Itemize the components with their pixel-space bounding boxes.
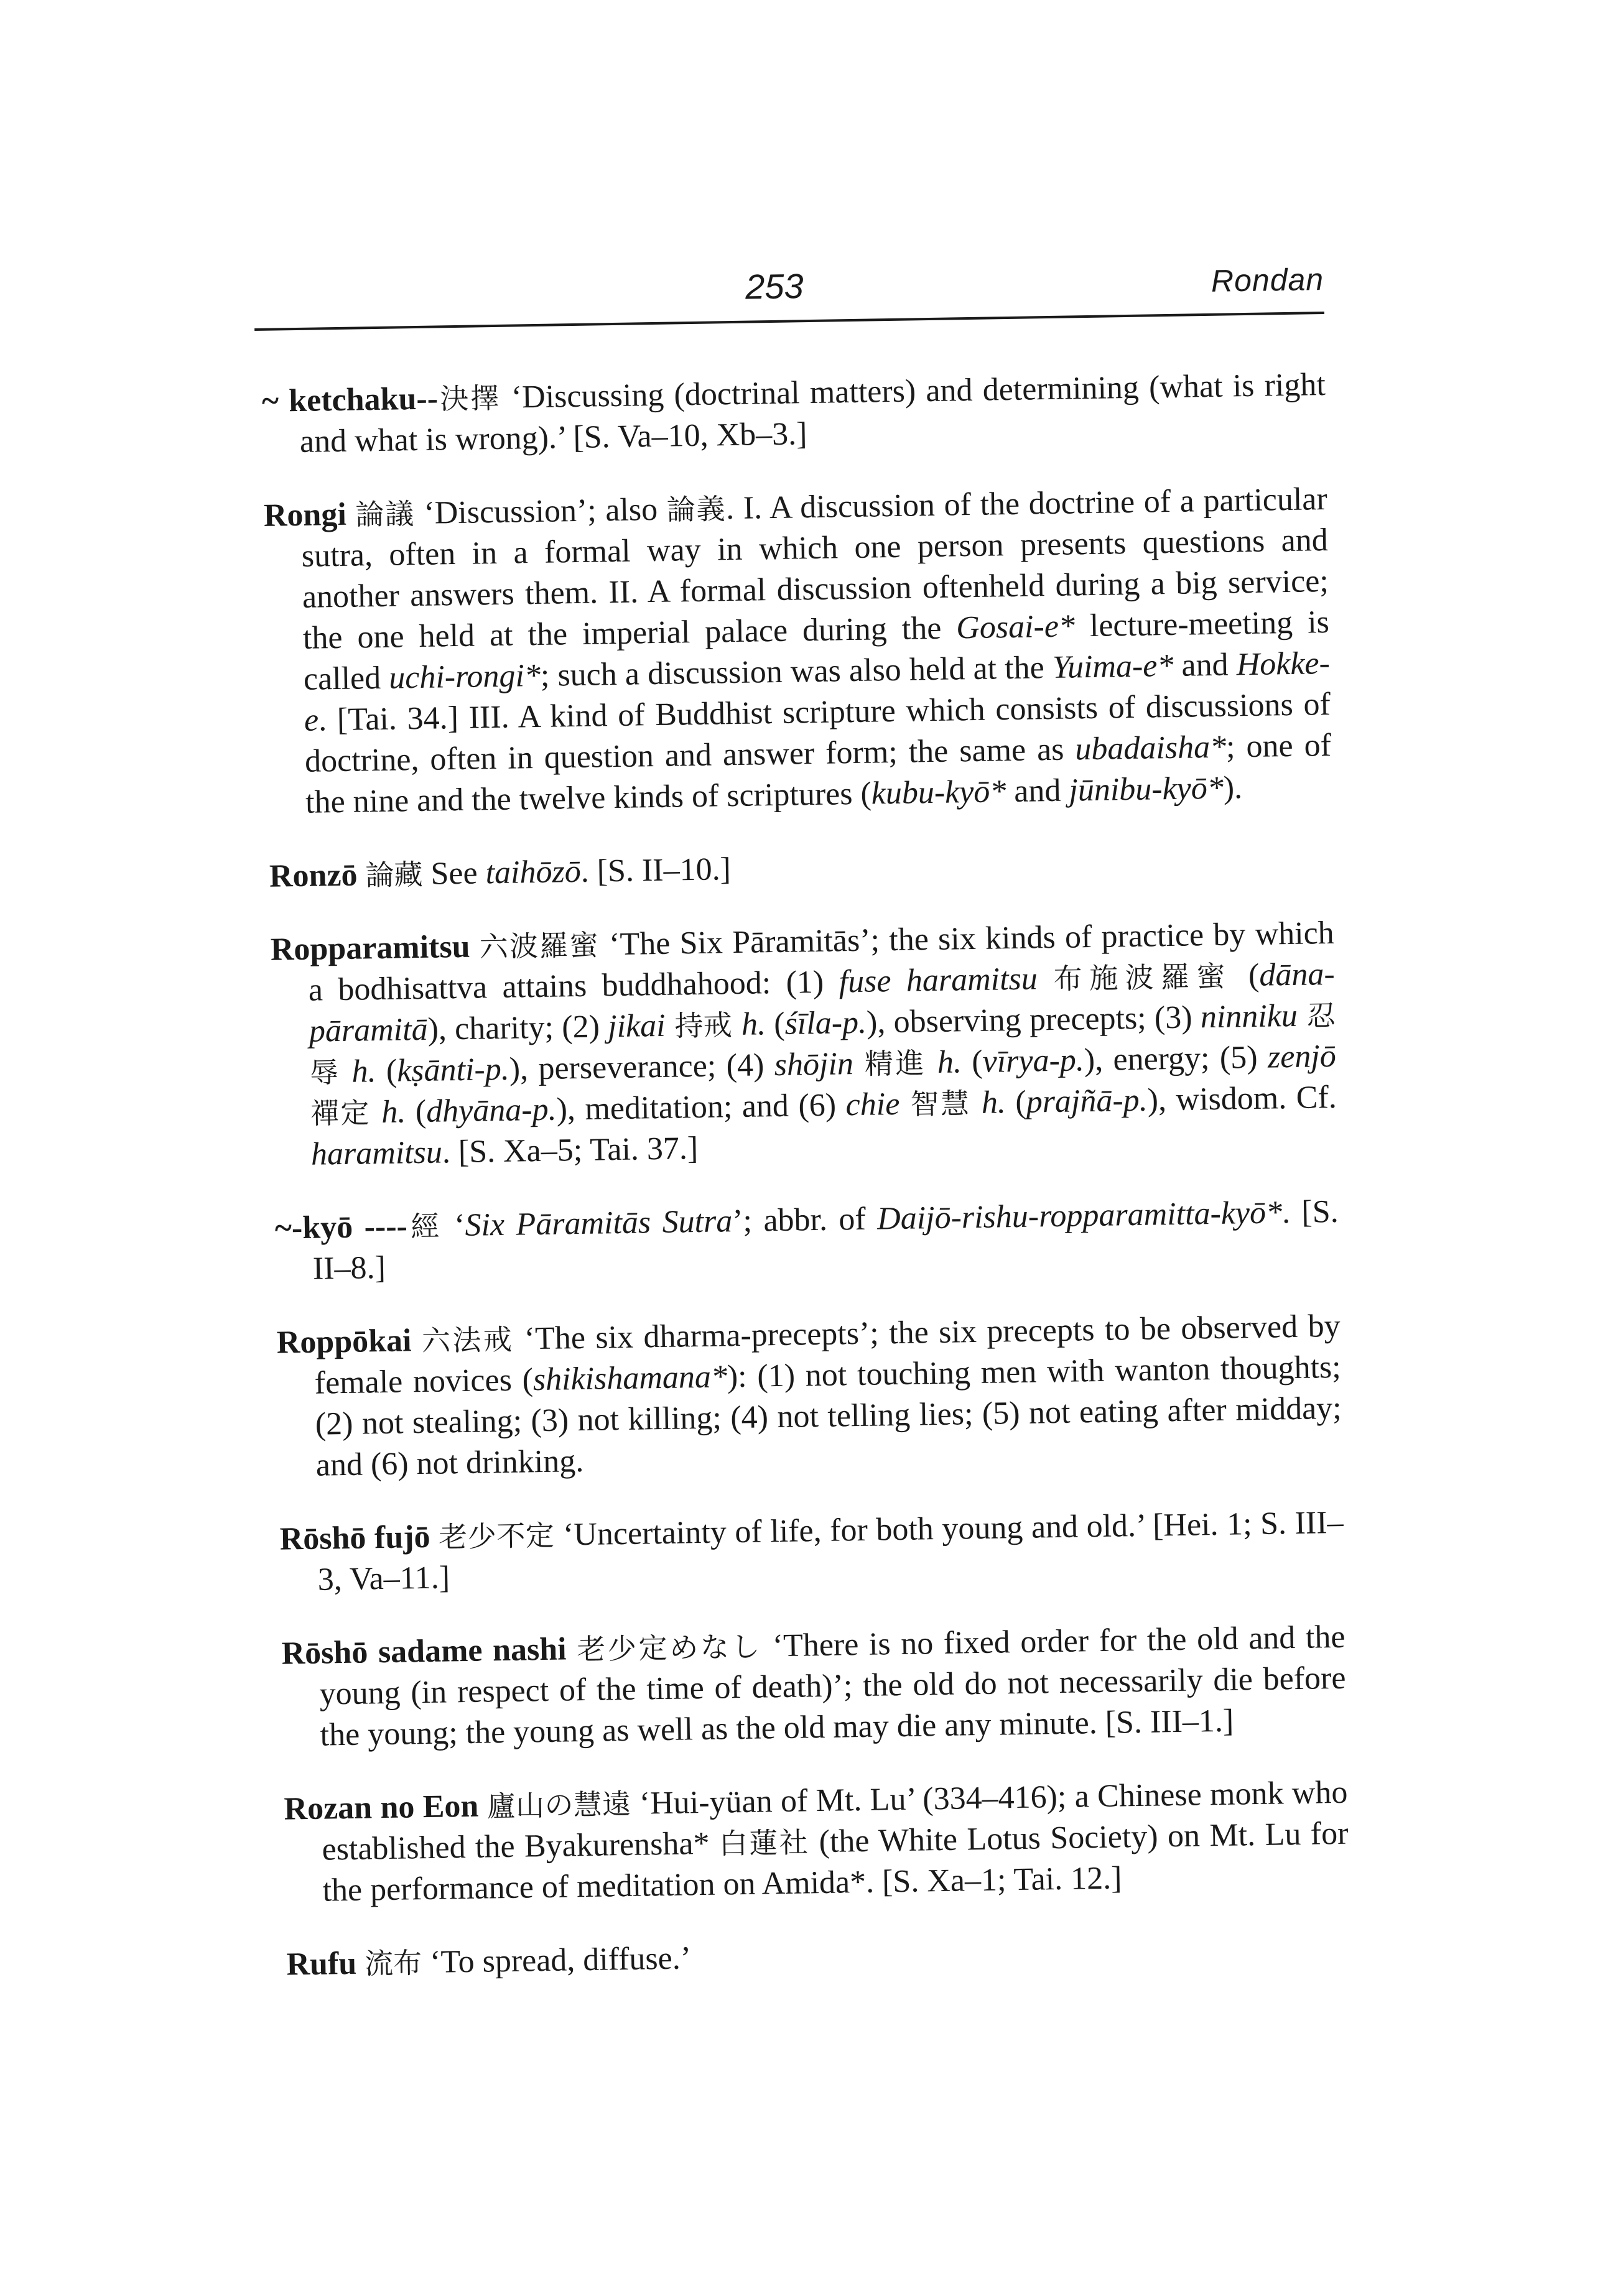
- definition-text: ), energy; (5): [1084, 1039, 1268, 1078]
- sanskrit-term: dāna-pāramitā: [309, 956, 1336, 1049]
- term-kanji: 白蓮社: [718, 1825, 810, 1861]
- definition-text: ‘The Six Pāramitās’; the six kinds of practice by which a bodhisattva attains buddhahood: (1): [308, 915, 1335, 1008]
- cross-reference: Yuima-e*: [1052, 647, 1174, 685]
- entry-kanji: 論議: [355, 497, 416, 532]
- entry-headword: ketchaku: [288, 381, 417, 419]
- entry-headword: Roppōkai: [276, 1323, 412, 1361]
- definition-text: lecture-meeting is called: [303, 604, 1330, 697]
- definition-text: . [Tai. 34.] III. A kind of Buddhist scripture which consists of discussions of doctrine, often in question and answer form; the same as: [304, 686, 1331, 779]
- cross-reference: jūnibu-kyō*: [1068, 770, 1224, 808]
- sanskrit-term: kṣānti-p.: [396, 1051, 510, 1089]
- entry-headword: Ropparamitsu: [270, 928, 470, 968]
- entry-kanji: 決擇: [437, 381, 502, 416]
- cross-reference: Hokke-e: [304, 645, 1331, 738]
- term-italic: chie: [845, 1086, 900, 1123]
- entry-headword: Rozan no Eon: [284, 1788, 479, 1827]
- definition-text: . [S. II–10.]: [580, 851, 732, 889]
- entry-kanji: 經: [407, 1209, 444, 1244]
- entry-kanji: 論藏: [365, 857, 423, 892]
- entry-ropparamitsu: [270, 913, 1337, 1176]
- definition-text: ; such a discussion was also held at the: [540, 649, 1053, 693]
- definition-text: (: [375, 1053, 397, 1090]
- sanskrit-term: prajñā-p.: [1026, 1082, 1148, 1120]
- definition-text: (: [1005, 1084, 1027, 1121]
- definition-text: ): (1) not touching men with wanton thoughts; (2) not stealing; (3) not killing; (4) not telling lies; (5) not eating after midday; and (6) not drinking.: [315, 1349, 1342, 1483]
- definition-text: and: [1173, 647, 1237, 683]
- repeat-dashes: ----: [352, 1208, 408, 1245]
- entry-list: [261, 332, 1351, 2004]
- entry-ronzo: [269, 840, 1333, 897]
- entry-headword: Rufu: [286, 1945, 357, 1983]
- entry-roppokai: [276, 1306, 1342, 1487]
- definition-text: . [S. Xa–5; Tai. 37.]: [442, 1131, 699, 1170]
- sanskrit-term: śīla-p.: [784, 1004, 867, 1042]
- definition-text: . [S. II–8.]: [312, 1193, 1339, 1287]
- cross-reference: kubu-kyō*: [871, 774, 1006, 812]
- term-italic: h.: [937, 1044, 962, 1080]
- definition-text: (: [765, 1006, 786, 1042]
- term-italic: jikai: [607, 1007, 666, 1045]
- definition-text: ‘There is no fixed order for the old and the young (in respect of the time of death)’; the old do not necessarily die before the young; the young as well as the old may die any minute. [S. III–1.]: [319, 1619, 1346, 1753]
- definition-text: ), wisdom. Cf.: [1147, 1079, 1337, 1118]
- entry-ketchaku: [261, 364, 1326, 463]
- term-italic: shōjin: [774, 1046, 854, 1083]
- term-kanji: 智慧: [899, 1086, 982, 1121]
- entry-rongi: [263, 479, 1332, 824]
- cross-reference: haramitsu: [310, 1134, 443, 1172]
- page-number: 253: [745, 266, 804, 307]
- term-italic: ninniku: [1200, 998, 1298, 1035]
- definition-text: (: [1248, 957, 1260, 994]
- definition-text: ), meditation; and (6): [556, 1087, 847, 1127]
- entry-kanji: 流布: [364, 1946, 422, 1981]
- entry-ropparamitsu-kyo: [274, 1192, 1339, 1290]
- tilde-mark: ~: [274, 1210, 292, 1246]
- definition-text: . I. A discussion of the doctrine of a particular sutra, often in a formal way in which one person presents questions and another answers them. II. A formal discussion oftenheld during a big service; the one held at the imperial palace during the: [301, 481, 1329, 656]
- entry-rufu: [286, 1928, 1350, 1986]
- definition-text: ), charity; (2): [427, 1009, 608, 1047]
- cross-reference: uchi-rongi*: [388, 657, 541, 696]
- definition-text: and: [1005, 772, 1069, 810]
- cross-reference: Gosai-e*: [955, 608, 1076, 646]
- definition-text: ‘The six dharma-precepts’; the six precepts to be observed by female novices (: [314, 1308, 1341, 1401]
- repeat-dashes: --: [416, 381, 439, 417]
- entry-headword: Rōshō fujō: [279, 1519, 430, 1557]
- definition-text: ‘To spread, diffuse.’: [421, 1940, 692, 1981]
- term-italic: h.: [381, 1094, 406, 1130]
- definition-text: (: [961, 1044, 983, 1080]
- sanskrit-term: vīrya-p.: [982, 1042, 1085, 1080]
- term-kanji: 精進: [853, 1045, 938, 1081]
- page-header: [253, 246, 1324, 319]
- definition-text: ).: [1223, 770, 1243, 806]
- entry-rosho-fujo: [279, 1502, 1344, 1601]
- entry-headword: Rongi: [263, 496, 347, 534]
- definition-text: (the White Lotus Society) on Mt. Lu for the performance of meditation on Amida*. [S. Xa–1; Tai. 12.]: [322, 1815, 1349, 1909]
- definition-text: ‘Uncertainty of life, for both young and old.’ [Hei. 1; S. III–3, Va–11.]: [317, 1504, 1344, 1598]
- cross-reference: shikishamana*: [532, 1359, 728, 1398]
- entry-definition: ‘Discussing (doctrinal matters) and determining (what is right and what is wrong).’ [S. Va–10, Xb–3.]: [299, 367, 1326, 460]
- definition-text: ‘Hui-yüan of Mt. Lu’ (334–416); a Chinese monk who established the Byakurensha*: [322, 1774, 1348, 1868]
- entry-kanji: 廬山の慧遠: [486, 1787, 631, 1823]
- entry-headword: -kyō: [291, 1209, 353, 1246]
- tilde-mark: ~: [261, 383, 279, 419]
- entry-kanji: 老少不定: [438, 1518, 555, 1554]
- definition-text: ), observing precepts; (3): [866, 999, 1201, 1040]
- definition-text: ; one of the nine and the twelve kinds of scriptures (: [305, 727, 1332, 820]
- term-italic: fuse haramitsu: [839, 961, 1038, 1000]
- term-italic: zenjō: [1267, 1038, 1337, 1075]
- cross-reference: ubadaisha*: [1074, 729, 1227, 767]
- definition-text: ‘: [442, 1207, 465, 1244]
- entry-kanji: 老少定めなし: [576, 1629, 763, 1667]
- term-kanji: 布施波羅蜜: [1037, 959, 1249, 996]
- definition-text: ‘Discussion’; also: [414, 491, 667, 532]
- cross-reference: taihōzō: [485, 853, 582, 891]
- title-italic: Six Pāramitās Sutra: [465, 1203, 733, 1243]
- definition-text: ’; abbr. of: [732, 1201, 878, 1239]
- sanskrit-term: dhyāna-p.: [425, 1091, 557, 1129]
- entry-headword: Rōshō sadame nashi: [281, 1631, 567, 1672]
- term-italic: h.: [981, 1085, 1006, 1121]
- cross-reference: Daijō-rishu-ropparamitta-kyō*: [876, 1195, 1283, 1237]
- running-head: Rondan: [1211, 262, 1324, 299]
- definition-text: (: [405, 1093, 427, 1130]
- entry-kanji: 六波羅蜜: [479, 928, 600, 964]
- term-kanji: 持戒: [665, 1007, 742, 1043]
- entry-rosho-sadame-nashi: [281, 1617, 1347, 1757]
- term-kanji: 禪定: [310, 1095, 382, 1131]
- term-kanji: 忍辱: [309, 998, 1336, 1090]
- term-italic: h.: [351, 1053, 376, 1090]
- definition-text: See: [422, 855, 486, 892]
- entry-rozan-no-eon: [284, 1772, 1349, 1912]
- entry-kanji: 六法戒: [421, 1322, 514, 1358]
- term-italic: h.: [741, 1006, 766, 1042]
- entry-kanji-variant: 論義: [666, 492, 727, 527]
- definition-text: ), perseverance; (4): [509, 1047, 775, 1087]
- entry-headword: Ronzō: [269, 857, 358, 894]
